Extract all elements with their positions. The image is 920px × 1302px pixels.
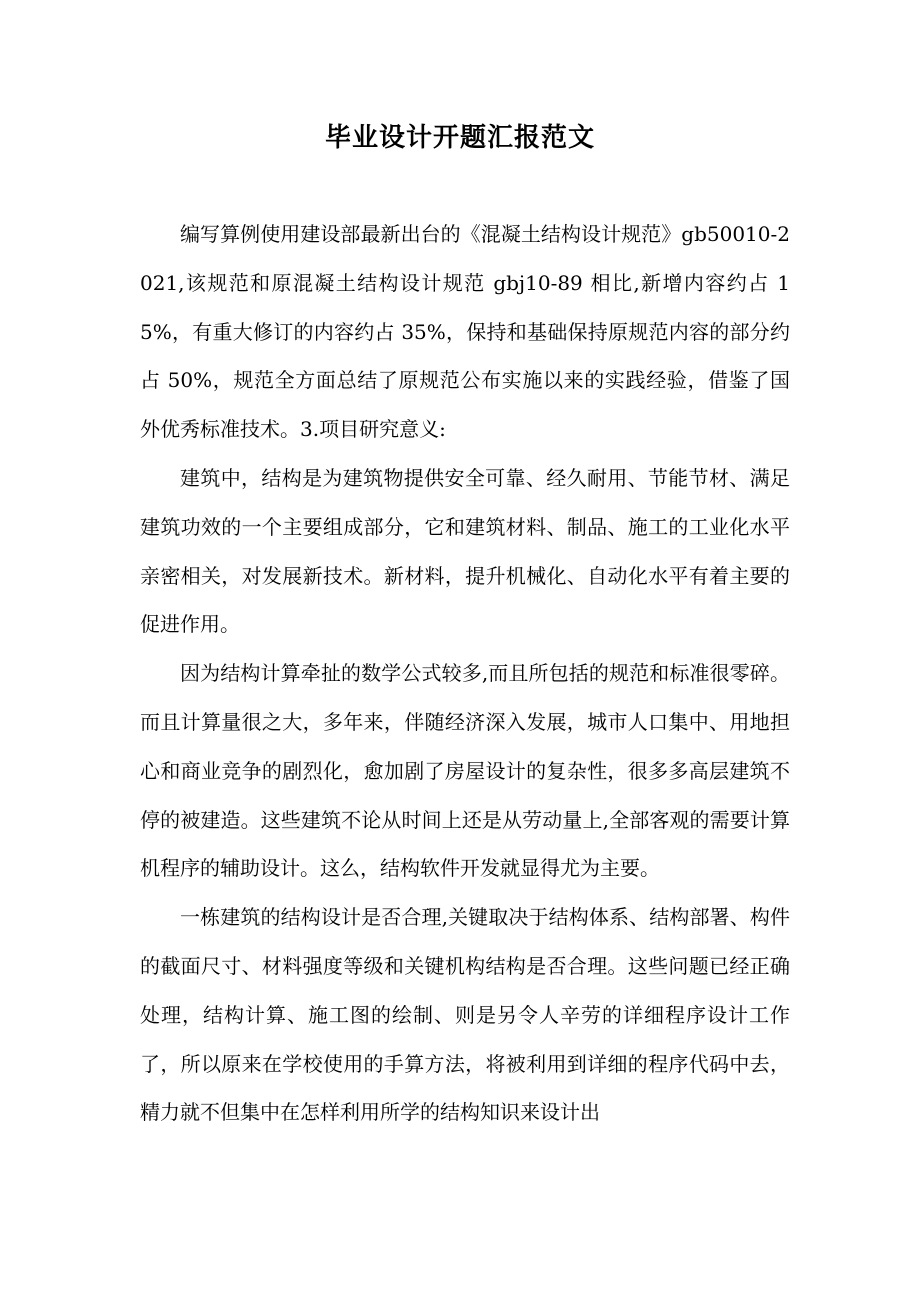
paragraph-1: 编写算例使用建设部最新出台的《混凝土结构设计规范》gb50010-2021,该规范和原混凝土结构设计规范 gbj10-89 相比,新增内容约占 15%，有重大修订的内容约占 35%，保持和基础保持原规范内容的部分约占 50%，规范全方面总结了原规范公布实施以来的实践经验，借鉴了国外优秀标准技术。3.项目研究意义: [140,222,790,442]
paragraph-3: 因为结构计算牵扯的数学公式较多,而且所包括的规范和标准很零碎。而且计算量很之大，多年来，伴随经济深入发展，城市人口集中、用地担心和商业竞争的剧烈化，愈加剧了房屋设计的复杂性，很多多高层建筑不停的被建造。这些建筑不论从时间上还是从劳动量上,全部客观的需要计算机程序的辅助设计。这么，结构软件开发就显得尤为主要。 [140,661,790,881]
paragraph-4: 一栋建筑的结构设计是否合理,关键取决于结构体系、结构部署、构件的截面尺寸、材料强度等级和关键机构结构是否合理。这些问题已经正确处理，结构计算、施工图的绘制、则是另令人辛劳的详细程序设计工作了，所以原来在学校使用的手算方法，将被利用到详细的程序代码中去，精力就不但集中在怎样利用所学的结构知识来设计出 [140,905,790,1125]
paragraph-2: 建筑中，结构是为建筑物提供安全可靠、经久耐用、节能节材、满足建筑功效的一个主要组成部分，它和建筑材料、制品、施工的工业化水平亲密相关，对发展新技术。新材料，提升机械化、自动化水平有着主要的促进作用。 [140,465,790,637]
document-title: 毕业设计开题汇报范文 [324,123,595,153]
document-body [140,210,790,1137]
